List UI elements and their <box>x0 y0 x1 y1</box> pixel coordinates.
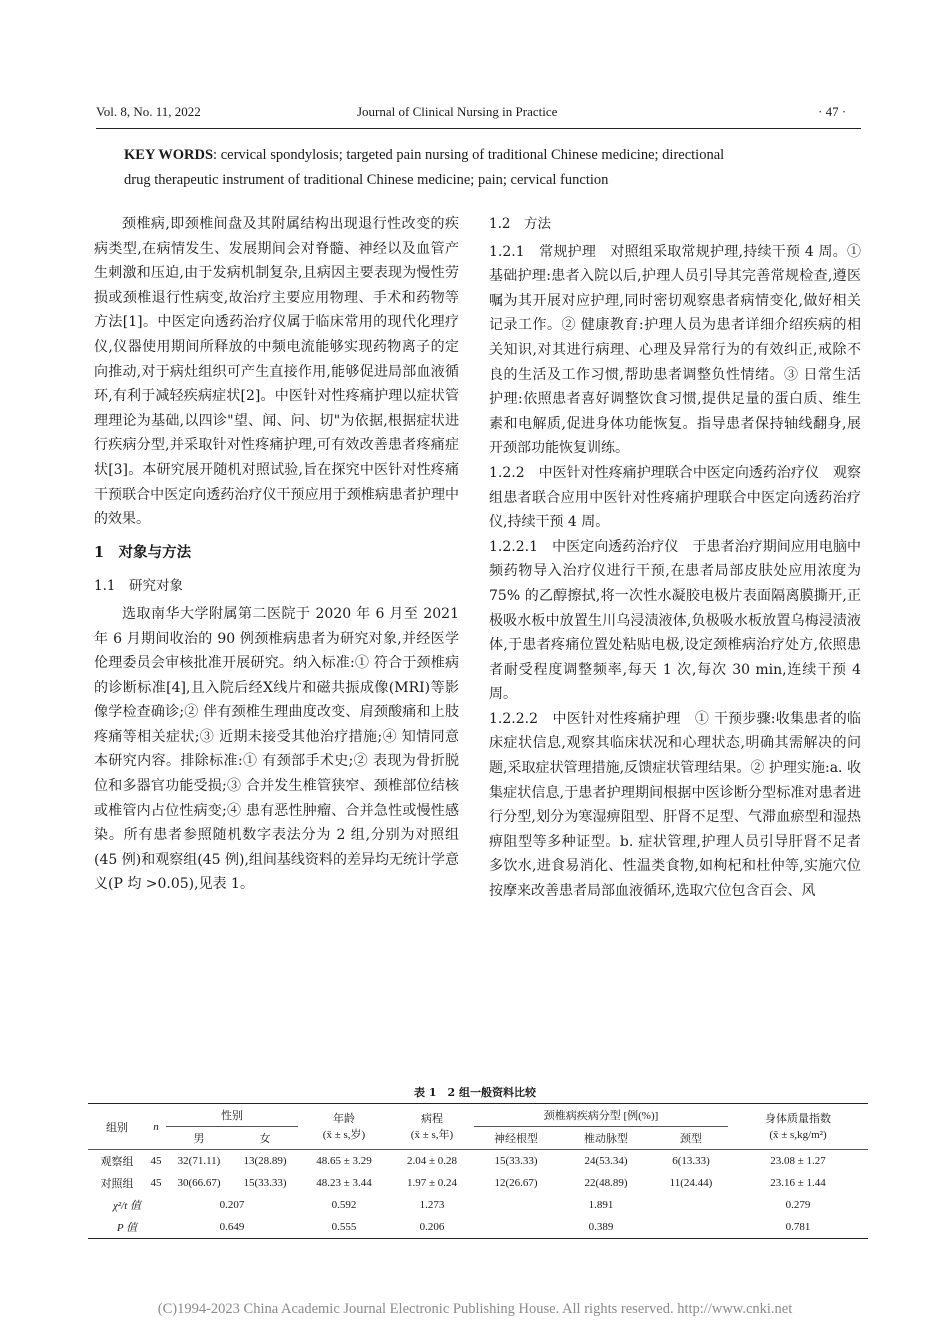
col-nerve-root: 神经根型 <box>474 1127 558 1150</box>
keywords-line-1 <box>124 143 844 168</box>
cell-age: 48.23 ± 3.44 <box>316 1177 372 1189</box>
col-age <box>298 1104 390 1150</box>
cell-p-type: 0.389 <box>588 1221 614 1233</box>
table-row-statistic <box>88 1194 868 1216</box>
col-bmi-unit: (x̄ ± s,kg/m²) <box>769 1128 827 1141</box>
col-bmi-label: 身体质量指数 <box>765 1112 831 1125</box>
cell-male: 30(66.67) <box>177 1177 221 1189</box>
col-n: n <box>146 1104 166 1150</box>
table-caption: 表 1 2 组一般资料比较 <box>414 1086 536 1099</box>
cell-vertebral-artery: 22(48.89) <box>584 1177 628 1189</box>
col-course-unit: (x̄ ± s,年) <box>410 1128 454 1141</box>
table-header-row <box>88 1104 868 1127</box>
col-group: 组别 <box>88 1104 146 1150</box>
cell-bmi: 23.16 ± 1.44 <box>770 1177 826 1189</box>
cell-nerve-root: 12(26.67) <box>494 1177 538 1189</box>
cell-male: 32(71.11) <box>177 1155 221 1167</box>
targeted-pain-nursing-paragraph: 1.2.2.2 中医针对性疼痛护理 ① 干预步骤:收集患者的临床症状信息,观察其临床状况和心理状态,明确其需解决的问题,采取症状管理措施,反馈症状管理结果。② 护理实施:a. 收集症状信息,于患者护理期间根据中医诊断分型标准对患者进行分型,划分为寒湿痹阻型、肝肾不足型、气滞血瘀型和湿热痹阻型等多种证型。b. 症状管理,护理人员引导肝肾不足者多饮水,进食易消化、性温类食物,如枸杞和杜仲等,实施穴位按摩来改善患者局部血液循环,选取穴位包含百会、风 <box>489 710 861 900</box>
copyright-footer: (C)1994-2023 China Academic Journal Electronic Publishing House. All rights reserved. http://www.cnki.net <box>157 1301 793 1317</box>
cell-neck-type: 6(13.33) <box>672 1155 710 1167</box>
cell-chi-type: 1.891 <box>588 1199 614 1211</box>
subsection-heading-1-2: 1.2 方法 <box>489 216 551 232</box>
directional-drug-paragraph: 1.2.2.1 中医定向透药治疗仪 于患者治疗期间应用电脑中频药物导入治疗仪进行干预,在患者局部皮肤处应用浓度为 75% 的乙醇擦拭,将一次性水凝胶电极片表面隔离膜撕开,正极吸水板中放置生川乌浸渍液体,负极吸水板放置乌梅浸渍液体,于患者疼痛位置处粘贴电极,设定颈椎病治疗处方,依照患者耐受程度调整频率,每天 1 次,每次 30 min,连续干预 4 周。 <box>489 538 861 703</box>
header-journal: Journal of Clinical Nursing in Practice <box>357 104 558 119</box>
section-heading-1: 1 对象与方法 <box>94 543 192 561</box>
cell-female: 15(33.33) <box>243 1177 287 1189</box>
col-neck-type: 颈型 <box>654 1127 728 1150</box>
left-column <box>94 212 459 897</box>
cell-chi-age: 0.592 <box>331 1199 357 1211</box>
cell-female: 13(28.89) <box>243 1155 287 1167</box>
baseline-table <box>88 1103 868 1239</box>
combined-nursing-paragraph: 1.2.2 中医针对性疼痛护理联合中医定向透药治疗仪 观察组患者联合应用中医针对性疼痛护理联合中医定向透药治疗仪,持续干预 4 周。 <box>489 464 861 531</box>
cell-nerve-root: 15(33.33) <box>494 1155 538 1167</box>
table-row <box>88 1172 868 1194</box>
routine-nursing-paragraph: 1.2.1 常规护理 对照组采取常规护理,持续干预 4 周。① 基础护理:患者入院以后,护理人员引导其完善常规检查,遵医嘱为其开展对应护理,同时密切观察患者病情变化,做好相关记录工作。② 健康教育:护理人员为患者详细介绍疾病的相关知识,对其进行病理、心理及异常行为的有效纠正,戒除不良的生活及工作习惯,帮助患者调整负性情绪。③ 日常生活护理:依照患者喜好调整饮食习惯,提供足量的蛋白质、维生素和电解质,促进身体功能恢复。指导患者保持轴线翻身,展开颈部功能恢复训练。 <box>489 243 861 457</box>
cell-course: 2.04 ± 0.28 <box>406 1155 458 1167</box>
col-male: 男 <box>166 1127 232 1150</box>
cell-n: 45 <box>150 1155 162 1167</box>
keywords-text-1: : cervical spondylosis; targeted pain nursing of traditional Chinese medicine; directional <box>213 147 725 163</box>
cell-p-age: 0.555 <box>331 1221 357 1233</box>
col-course-label: 病程 <box>421 1112 443 1125</box>
intro-paragraph: 颈椎病,即颈椎间盘及其附属结构出现退行性改变的疾病类型,在病情发生、发展期间会对脊髓、神经以及血管产生刺激和压迫,由于发病机制复杂,且病因主要表现为慢性劳损或颈椎退行性病变,故治疗主要应用物理、手术和药物等方法[1]。中医定向透药治疗仪属于临床常用的现代化理疗仪,仪器使用期间所释放的中频电流能够实现药物离子的定向推动,对于病灶组织可产生直接作用,能够促进局部血液循环,有利于减轻疾病症状[2]。中医针对性疼痛护理以症状管理理论为基础,以四诊"望、闻、问、切"为依据,根据症状进行疾病分型,并采取针对性疼痛护理,可有效改善患者疼痛症状[3]。本研究展开随机对照试验,旨在探究中医针对性疼痛干预联合中医定向透药治疗仪干预应用于颈椎病患者护理中的效果。 <box>94 216 459 528</box>
cell-vertebral-artery: 24(53.34) <box>584 1155 628 1167</box>
cell-chi-course: 1.273 <box>419 1199 445 1211</box>
cell-course: 1.97 ± 0.24 <box>406 1177 458 1189</box>
col-course <box>390 1104 474 1150</box>
cell-p-sex: 0.649 <box>219 1221 245 1233</box>
cell-group: 对照组 <box>100 1178 134 1190</box>
keywords-text-2: drug therapeutic instrument of traditional Chinese medicine; pain; cervical function <box>124 172 609 188</box>
cell-p-bmi: 0.781 <box>785 1221 811 1233</box>
cell-age: 48.65 ± 3.29 <box>316 1155 372 1167</box>
cell-p-course: 0.206 <box>419 1221 445 1233</box>
header-volume: Vol. 8, No. 11, 2022 <box>96 104 201 119</box>
col-age-label: 年龄 <box>333 1112 355 1125</box>
cell-p-label: P 值 <box>116 1222 138 1234</box>
cell-chi-label: χ²/t 值 <box>113 1200 141 1212</box>
keywords-line-2 <box>124 168 844 193</box>
cell-chi-bmi: 0.279 <box>785 1199 811 1211</box>
research-subjects-paragraph: 选取南华大学附属第二医院于 2020 年 6 月至 2021 年 6 月期间收治的 90 例颈椎病患者为研究对象,并经医学伦理委员会审核批准开展研究。纳入标准:① 符合于颈椎病的诊断标准[4],且入院后经X线片和磁共振成像(MRI)等影像学检查确诊;② 伴有颈椎生理曲度改变、肩颈酸痛和上肢疼痛等相关症状;③ 近期未接受其他治疗措施;④ 知情同意本研究内容。排除标准:① 有颈部手术史;② 表现为骨折脱位和多器官功能受损;③ 合并发生椎管狭窄、颈椎部位结核或椎管内占位性病变;④ 患有恶性肿瘤、合并急性或慢性感染。所有患者参照随机数字表法分为 2 组,分别为对照组(45 例)和观察组(45 例),组间基线资料的差异均无统计学意义(P 均 >0.05),见表 1。 <box>94 605 459 893</box>
col-vertebral-artery: 椎动脉型 <box>558 1127 654 1150</box>
table-row-p-value <box>88 1216 868 1239</box>
col-age-unit: (x̄ ± s,岁) <box>322 1128 366 1141</box>
cell-neck-type: 11(24.44) <box>669 1177 713 1189</box>
col-female: 女 <box>232 1127 298 1150</box>
keywords-label: KEY WORDS <box>124 147 214 163</box>
col-sex: 性别 <box>166 1104 298 1127</box>
col-disease-type: 颈椎病疾病分型 [例(%)] <box>474 1104 728 1127</box>
header-rule <box>96 128 861 129</box>
cell-n: 45 <box>150 1177 162 1189</box>
cell-bmi: 23.08 ± 1.27 <box>770 1155 826 1167</box>
subsection-heading-1-1: 1.1 研究对象 <box>94 578 183 595</box>
cell-group: 观察组 <box>100 1156 134 1168</box>
cell-chi-sex: 0.207 <box>219 1199 245 1211</box>
right-column <box>489 212 861 904</box>
header-page-number: · 47 · <box>818 104 847 119</box>
table-row <box>88 1150 868 1173</box>
col-bmi <box>728 1104 868 1150</box>
